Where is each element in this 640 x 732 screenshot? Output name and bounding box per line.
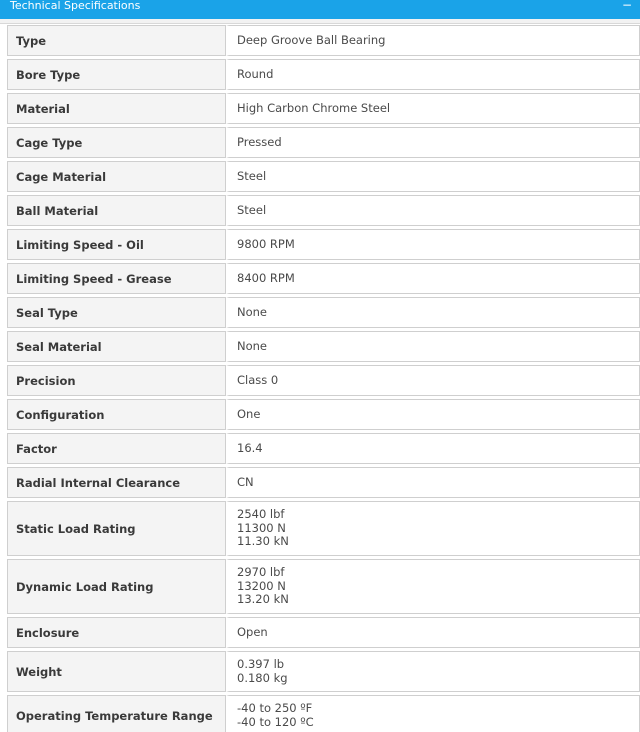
spec-value — [226, 229, 640, 260]
panel-title: Technical Specifications — [10, 0, 141, 12]
panel-header[interactable] — [0, 0, 640, 19]
spec-value — [226, 297, 640, 328]
spec-value — [226, 127, 640, 158]
spec-label: Factor — [7, 433, 226, 464]
spec-label: Radial Internal Clearance — [7, 467, 226, 498]
spec-value — [226, 93, 640, 124]
spec-label: Dynamic Load Rating — [7, 559, 226, 614]
spec-label: Seal Material — [7, 331, 226, 362]
spec-label: Cage Type — [7, 127, 226, 158]
spec-value — [226, 617, 640, 648]
spec-value-line: 13.20 kN — [237, 592, 289, 607]
spec-value — [226, 433, 640, 464]
spec-value-line: 11300 N — [237, 520, 286, 535]
spec-value-line: One — [237, 406, 261, 421]
spec-value-line: 0.397 lb — [237, 657, 285, 671]
spec-value-line: CN — [237, 474, 254, 489]
spec-row — [7, 501, 640, 556]
spec-row — [7, 467, 640, 498]
spec-value — [226, 161, 640, 192]
collapse-icon[interactable]: − — [621, 0, 632, 12]
spec-row — [7, 433, 640, 464]
spec-row — [7, 229, 640, 260]
spec-value-line: 8400 RPM — [237, 270, 295, 285]
spec-label: Ball Material — [7, 195, 226, 226]
spec-value-line: -40 to 120 ºC — [237, 714, 314, 729]
spec-row — [7, 651, 640, 692]
spec-value — [226, 695, 640, 732]
spec-value-line: High Carbon Chrome Steel — [237, 100, 391, 115]
spec-label: Cage Material — [7, 161, 226, 192]
spec-value-line: 9800 RPM — [237, 236, 295, 251]
spec-value — [226, 365, 640, 396]
spec-value-line: Steel — [237, 168, 267, 183]
spec-label: Material — [7, 93, 226, 124]
spec-value — [226, 651, 640, 692]
spec-value-line: -40 to 250 ºF — [237, 701, 313, 715]
spec-row — [7, 93, 640, 124]
spec-table — [7, 22, 640, 732]
spec-value — [226, 25, 640, 56]
spec-row — [7, 695, 640, 732]
spec-label: Configuration — [7, 399, 226, 430]
spec-label: Type — [7, 25, 226, 56]
spec-value — [226, 467, 640, 498]
spec-value — [226, 331, 640, 362]
spec-value-line: 13200 N — [237, 578, 286, 593]
spec-row — [7, 365, 640, 396]
spec-value-line: 0.180 kg — [237, 670, 288, 685]
spec-value-line: 2970 lbf — [237, 565, 285, 580]
spec-label: Limiting Speed - Grease — [7, 263, 226, 294]
spec-value — [226, 195, 640, 226]
spec-label: Static Load Rating — [7, 501, 226, 556]
spec-value — [226, 59, 640, 90]
spec-value-line: None — [237, 338, 268, 353]
spec-row — [7, 559, 640, 614]
spec-row — [7, 297, 640, 328]
spec-label: Enclosure — [7, 617, 226, 648]
spec-value-line: Open — [237, 624, 268, 639]
spec-label: Operating Temperature Range — [7, 695, 226, 732]
spec-row — [7, 59, 640, 90]
spec-row — [7, 331, 640, 362]
spec-row — [7, 127, 640, 158]
spec-value — [226, 399, 640, 430]
spec-value-line: Steel — [237, 202, 267, 217]
spec-label: Precision — [7, 365, 226, 396]
spec-value-line: 11.30 kN — [237, 534, 289, 549]
spec-value-line: 2540 lbf — [237, 507, 285, 522]
spec-value — [226, 559, 640, 614]
spec-row — [7, 195, 640, 226]
spec-row — [7, 399, 640, 430]
spec-value-line: Pressed — [237, 134, 282, 149]
spec-value-line: Deep Groove Ball Bearing — [237, 32, 386, 47]
spec-label: Seal Type — [7, 297, 226, 328]
spec-row — [7, 161, 640, 192]
spec-value-line: Round — [237, 66, 274, 81]
spec-row — [7, 263, 640, 294]
spec-label: Limiting Speed - Oil — [7, 229, 226, 260]
spec-value — [226, 501, 640, 556]
spec-value-line: 16.4 — [237, 440, 263, 455]
spec-value — [226, 263, 640, 294]
spec-row — [7, 617, 640, 648]
spec-label: Bore Type — [7, 59, 226, 90]
spec-value-line: None — [237, 304, 268, 319]
spec-row — [7, 25, 640, 56]
spec-label: Weight — [7, 651, 226, 692]
spec-value-line: Class 0 — [237, 372, 279, 387]
